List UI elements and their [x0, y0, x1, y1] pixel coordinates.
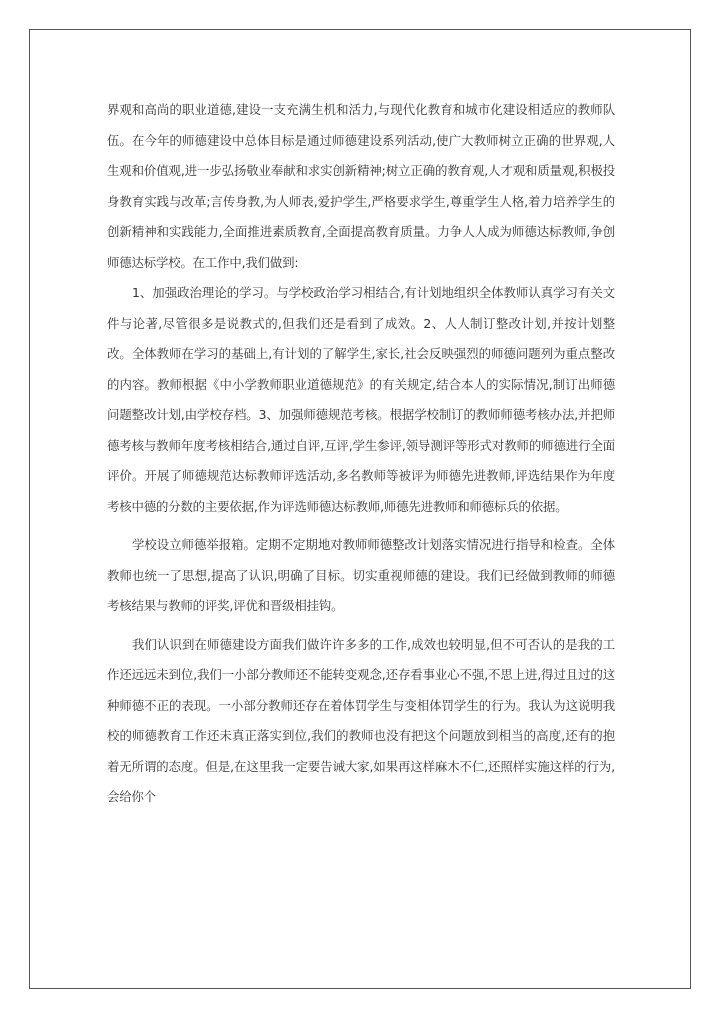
- document-body: [107, 95, 615, 813]
- paragraph-4: 我们认识到在师德建设方面我们做许许多多的工作,成效也较明显,但不可否认的是我的工作还远远未到位,我们一小部分教师还不能转变观念,还存看事业心不强,不思上进,得过且过的这种师德不正的表现。一小部分教师还存在着体罚学生与变相体罚学生的行为。我认为这说明我校的师德教育工作还未真正落实到位,我们的教师也没有把这个问题放到相当的高度,还有的抱着无所谓的态度。但是,在这里我一定要告诫大家,如果再这样麻木不仁,还照样实施这样的行为,会给你个: [107, 636, 615, 804]
- paragraph-2: 1、加强政治理论的学习。与学校政治学习相结合,有计划地组织全体教师认真学习有关文件与论著,尽管很多是说教式的,但我们还是看到了成效。2、人人制订整改计划,并按计划整改。全体教师在学习的基础上,有计划的了解学生,家长,社会反映强烈的师德问题列为重点整改的内容。教师根据《中小学教师职业道德规范》的有关规定,结合本人的实际情况,制订出师德问题整改计划,由学校存档。3、加强师德规范考核。根据学校制订的教师师德考核办法,并把师德考核与教师年度考核相结合,通过自评,互评,学生参评,领导测评等形式对教师的师德进行全面评价。开展了师德规范达标教师评选活动,多名教师等被评为师德先进教师,评选结果作为年度考核中德的分数的主要依据,作为评选师德达标教师,师德先进教师和师德标兵的依据。: [107, 285, 615, 514]
- paragraph-1: 界观和高尚的职业道德,建设一支充满生机和活力,与现代化教育和城市化建设相适应的教师队伍。在今年的师德建设中总体目标是通过师德建设系列活动,使广大教师树立正确的世界观,人生观和价值观,进一步弘扬敬业奉献和求实创新精神;树立正确的教育观,人才观和质量观,积极投身教育实践与改革;言传身教,为人师表,爱护学生,严格要求学生,尊重学生人格,着力培养学生的创新精神和实践能力,全面推进素质教育,全面提高教育质量。力争人人成为师德达标教师,争创师德达标学校。在工作中,我们做到:: [107, 102, 615, 270]
- paragraph-3: 学校设立师德举报箱。定期不定期地对教师师德整改计划落实情况进行指导和检查。全体教师也统一了思想,提高了认识,明确了目标。切实重视师德的建设。我们已经做到教师的师德考核结果与教师的评奖,评优和晋级相挂钩。: [107, 537, 615, 613]
